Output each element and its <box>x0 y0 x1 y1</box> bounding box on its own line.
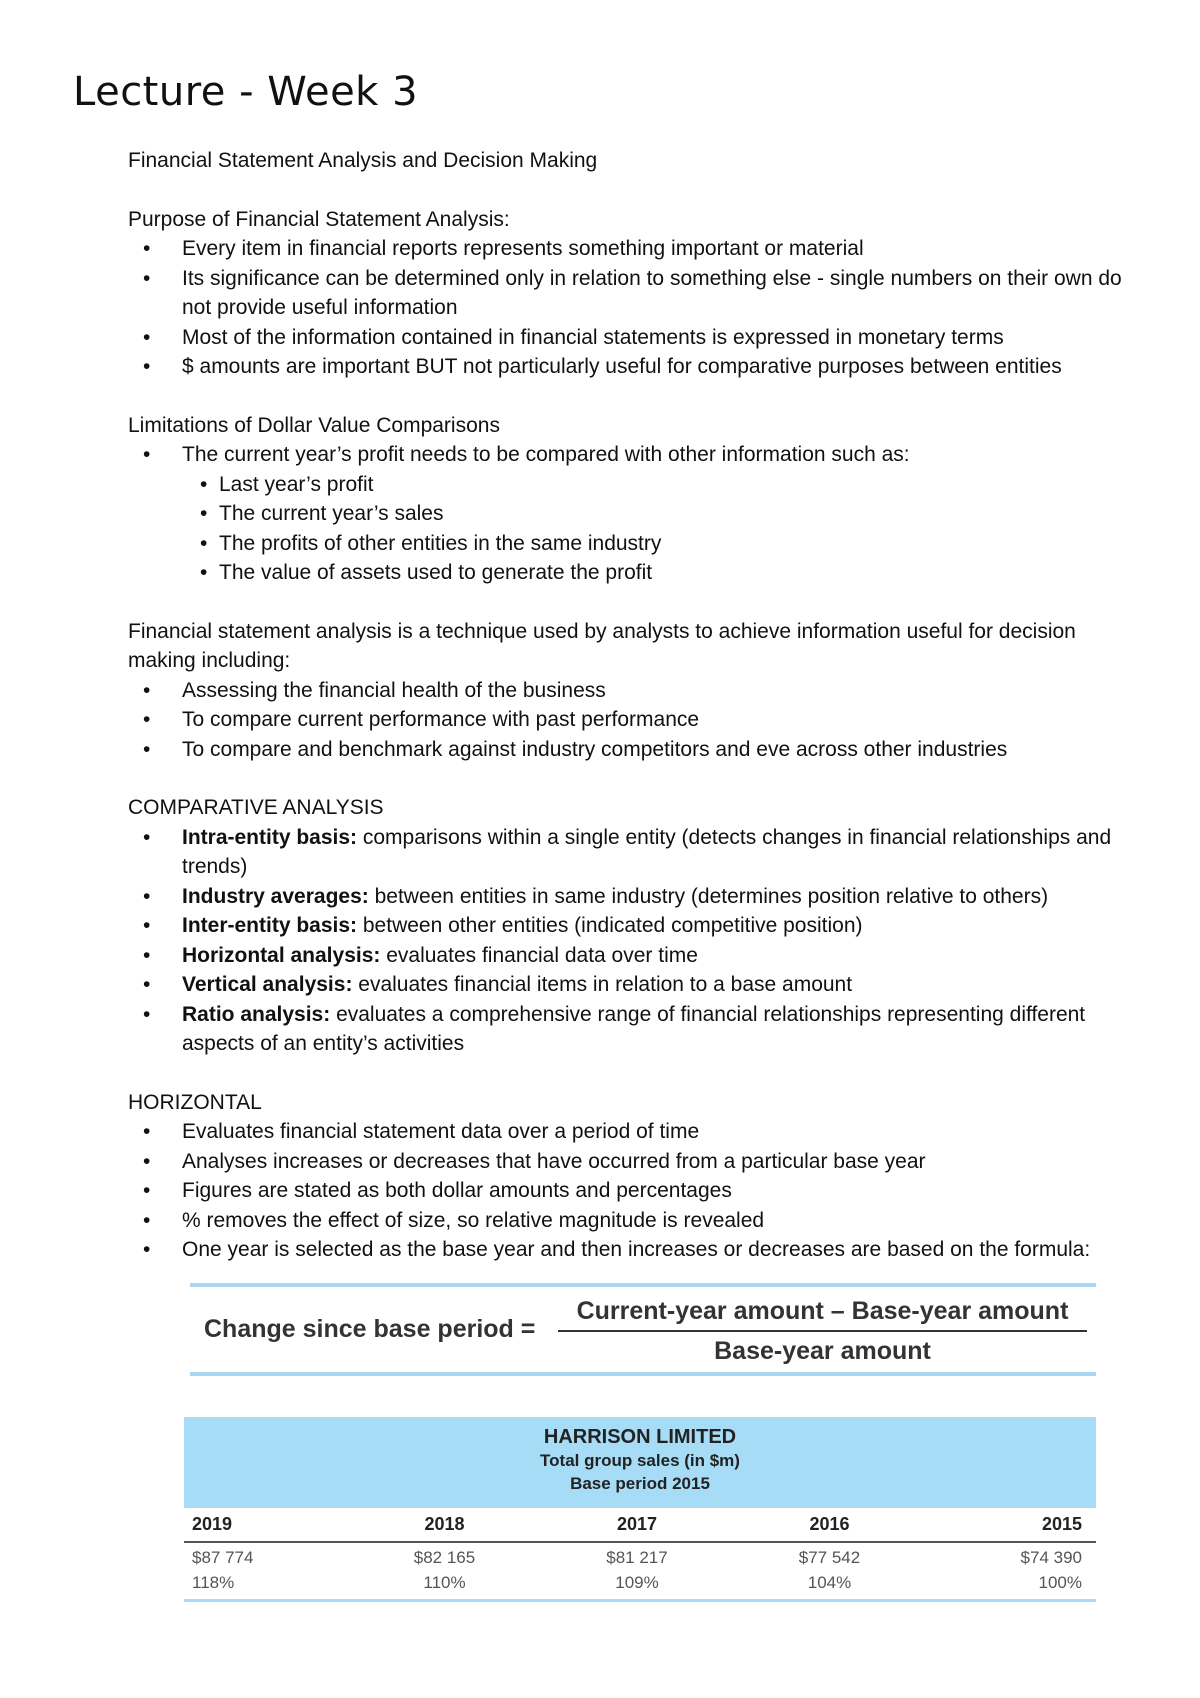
list-item: • The value of assets used to generate the profit <box>128 558 1138 588</box>
list-item: • To compare and benchmark against industry competitors and eve across other industries <box>128 735 1138 765</box>
amount-cell: $87 774 <box>192 1548 254 1567</box>
definition: evaluates financial data over time <box>380 943 698 967</box>
list-item: • Its significance can be determined only in relation to something else - single numbers on their own do not provide useful information <box>128 264 1138 323</box>
list-item <box>128 911 1138 941</box>
page-title: Lecture - Week 3 <box>73 69 419 115</box>
horizontal-heading: HORIZONTAL <box>128 1090 262 1114</box>
limitations-list <box>128 440 1138 470</box>
table-amount-row <box>184 1543 1096 1573</box>
definition: evaluates a comprehensive range of financial relationships representing different aspects of an entity’s activities <box>182 1002 1086 1055</box>
horizontal-list <box>128 1117 1138 1265</box>
amount-cell: $77 542 <box>798 1548 861 1567</box>
term: Inter-entity basis: <box>182 914 358 937</box>
list-item: • $ amounts are important BUT not particularly useful for comparative purposes between entities <box>128 352 1138 382</box>
technique-intro: Financial statement analysis is a technique used by analysts to achieve information useful for decision making including: <box>128 619 1076 672</box>
amount-cell: $74 390 <box>1020 1548 1082 1567</box>
definition: between other entities (indicated competitive position) <box>357 914 863 937</box>
list-item <box>128 823 1138 882</box>
list-item: • The profits of other entities in the same industry <box>128 529 1138 559</box>
comparative-list <box>128 823 1138 1059</box>
limitations-sublist <box>128 470 1138 588</box>
harrison-sales-table <box>184 1417 1096 1602</box>
definition: comparisons within a single entity (detects changes in financial relationships and trends) <box>182 825 1112 878</box>
amount-cell: $81 217 <box>606 1548 668 1567</box>
list-item: • Most of the information contained in financial statements is expressed in monetary terms <box>128 323 1138 353</box>
table-bottom-rule <box>184 1599 1096 1602</box>
list-item: • To compare current performance with past performance <box>128 705 1138 735</box>
term: Intra-entity basis: <box>182 825 358 849</box>
list-item: • Analyses increases or decreases that have occurred from a particular base year <box>128 1147 1138 1177</box>
limitations-heading: Limitations of Dollar Value Comparisons <box>128 413 500 437</box>
list-item <box>128 970 1138 1000</box>
list-item: • Figures are stated as both dollar amounts and percentages <box>128 1176 1138 1206</box>
list-item: • % removes the effect of size, so relative magnitude is revealed <box>128 1206 1138 1236</box>
year-cell: 2015 <box>1041 1514 1082 1534</box>
definition: between entities in same industry (determines position relative to others) <box>368 884 1049 908</box>
year-cell: 2019 <box>192 1514 233 1534</box>
definition: evaluates financial items in relation to a base amount <box>352 973 853 996</box>
percent-cell: 100% <box>1038 1573 1082 1592</box>
table-caption: Total group sales (in $m) <box>540 1451 740 1470</box>
subtitle: Financial Statement Analysis and Decision Making <box>128 149 598 172</box>
formula-lhs: Change since base period = <box>204 1315 536 1343</box>
list-item: • Every item in financial reports represents something important or material <box>128 234 1138 264</box>
amount-cell: $82 165 <box>413 1548 476 1567</box>
list-item <box>128 941 1138 971</box>
term: Industry averages: <box>182 884 369 908</box>
year-cell: 2018 <box>424 1514 465 1534</box>
percent-cell: 118% <box>192 1573 235 1592</box>
comparative-heading: COMPARATIVE ANALYSIS <box>128 796 384 819</box>
purpose-heading: Purpose of Financial Statement Analysis: <box>128 207 510 231</box>
table-header <box>184 1417 1096 1508</box>
percent-cell: 109% <box>615 1573 659 1592</box>
table-company: HARRISON LIMITED <box>543 1426 737 1448</box>
table-year-row <box>184 1508 1096 1543</box>
formula-denominator: Base-year amount <box>714 1337 931 1365</box>
technique-list <box>128 676 1138 765</box>
list-item: • Evaluates financial statement data over a period of time <box>128 1117 1138 1147</box>
purpose-list <box>128 234 1138 382</box>
term: Vertical analysis: <box>182 973 353 996</box>
year-cell: 2016 <box>809 1514 850 1534</box>
list-item <box>128 1000 1138 1059</box>
year-cell: 2017 <box>616 1514 658 1534</box>
document-body <box>128 146 1138 1265</box>
change-formula <box>190 1283 1096 1376</box>
table-percent-row <box>184 1573 1096 1597</box>
formula-numerator: Current-year amount – Base-year amount <box>576 1297 1069 1325</box>
formula-fraction <box>558 1295 1087 1367</box>
list-item: • Last year’s profit <box>128 470 1138 500</box>
percent-cell: 110% <box>423 1573 466 1592</box>
list-item <box>128 882 1138 912</box>
table-base-period: Base period 2015 <box>570 1474 710 1493</box>
list-item: • Assessing the financial health of the business <box>128 676 1138 706</box>
percent-cell: 104% <box>807 1573 852 1592</box>
list-item: • One year is selected as the base year and then increases or decreases are based on the formula: <box>128 1235 1138 1265</box>
list-item: • The current year’s sales <box>128 499 1138 529</box>
term: Horizontal analysis: <box>182 943 381 967</box>
term: Ratio analysis: <box>182 1002 331 1026</box>
list-item: • The current year’s profit needs to be compared with other information such as: <box>128 440 1138 470</box>
fraction-bar <box>558 1330 1087 1332</box>
